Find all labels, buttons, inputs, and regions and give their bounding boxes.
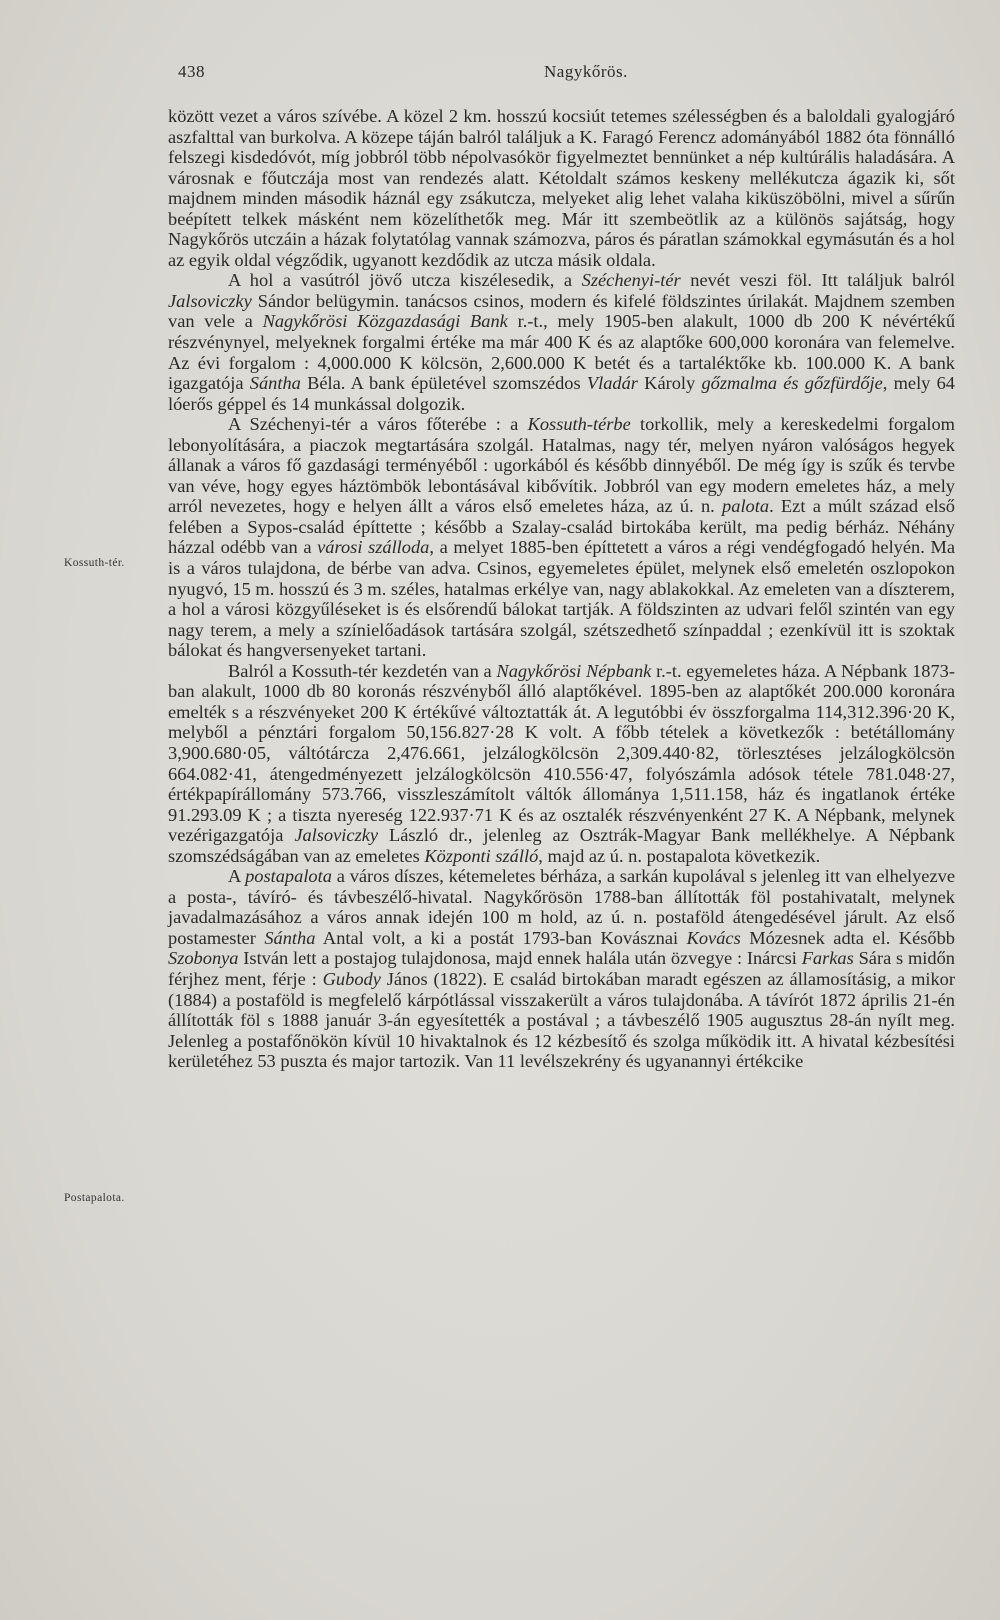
text-run: Béla. A bank épületével szomszédos bbox=[300, 373, 587, 394]
paragraph-1 bbox=[168, 106, 955, 270]
text-run: nevét veszi föl. Itt találjuk balról bbox=[680, 270, 955, 291]
italic-term: Kovács bbox=[686, 927, 741, 948]
text-run: . Ezt a múlt század első felében a Sypos-család építtette ; később a Szalay-család birtokába került, ma pedig bérház. Néhány házzal odébb van a bbox=[168, 496, 955, 558]
page-number: 438 bbox=[178, 62, 205, 81]
italic-term: Jalsoviczky bbox=[168, 290, 252, 311]
text-run: Sára s midőn férjhez ment, férje : bbox=[168, 948, 955, 989]
text-run: Sándor belügymin. tanácsos csinos, modern és kifelé földszintes úrilakát. Majdnem szemben van vele a bbox=[168, 290, 955, 332]
text-run: , mely 64 lóerős géppel és 14 munkással dolgozik. bbox=[168, 373, 955, 414]
italic-term: postapalota bbox=[245, 866, 332, 887]
margin-note-kossuth-ter: Kossuth-tér. bbox=[64, 557, 125, 569]
text-run: László dr., jelenleg az Osztrák-Magyar Bank mellékhelye. A Népbank szomszédságában van az emeletes bbox=[168, 825, 955, 866]
italic-term: Nagykőrösi Népbank bbox=[496, 660, 652, 681]
italic-term: Gubody bbox=[322, 968, 381, 989]
paragraph-3 bbox=[168, 414, 955, 661]
margin-note-postapalota: Postapalota. bbox=[64, 1192, 125, 1204]
italic-term: gőzmalma és gőzfürdője bbox=[701, 373, 883, 394]
text-run: Balról a Kossuth-tér kezdetén van a bbox=[228, 660, 497, 681]
paragraph-2 bbox=[168, 270, 955, 414]
text-run: István lett a postajog tulajdonosa, majd ennek halála után özvegye : Inárcsi bbox=[238, 948, 802, 969]
text-run: János (1822). E család birtokában maradt egészen az államosításig, a mikor (1884) a postaföld is megfelelő kárpótlással visszakerült a város tulajdonába. A távírót 1872 április 21-én állították föl s 1888 január 3-án egyesítették a postával ; a távbeszélő 1905 augusztus 28-án nyílt meg. Jelenleg a postafőnökön kívül 10 hivaktalnok és 12 kézbesítő és szolga működik itt. A hivatal kézbesítési kerületéhez 53 puszta és major tartozik. Van 11 levélszekrény és ugyanannyi értékcike bbox=[168, 968, 955, 1072]
italic-term: Széchenyi-tér bbox=[581, 270, 681, 291]
italic-term: Vladár bbox=[586, 373, 638, 394]
text-run: a város díszes, kétemeletes bérháza, a sarkán kupolával s jelenleg itt van elhelyezve a posta-, távíró- és távbeszélő-hivatal. Nagykőrösön 1788-ban állították föl postahivatalt, melynek javadalmazásához a város annak idején 100 m hold, az ú. n. postaföld átengedésével járult. Az első postamester bbox=[168, 866, 955, 948]
italic-term: palota bbox=[722, 496, 770, 517]
text-run: , majd az ú. n. postapalota következik. bbox=[538, 845, 821, 866]
italic-term: Farkas bbox=[801, 948, 854, 969]
italic-term: Központi szálló bbox=[424, 845, 539, 866]
text-run: A Széchenyi-tér a város főterébe : a bbox=[228, 414, 528, 435]
italic-term: városi szálloda bbox=[317, 537, 430, 558]
body-text bbox=[168, 106, 955, 1072]
page-header bbox=[178, 62, 954, 90]
text-run: Mózesnek adta el. Később bbox=[740, 927, 955, 948]
text-run: r.-t. egyemeletes háza. A Népbank 1873-ban alakult, 1000 db 80 koronás részvényből álló alaptőkével. 1895-ben az alaptőkét 200.000 koronára emelték s a részvényeket 200 K értékűvé változtatták át. A legutóbbi év összforgalma 114,312.396·20 K, melyből a pénztári forgalom 50,156.827·28 K volt. A főbb tételek a következők : betétállomány 3,900.680·05, váltótárcza 2,476.661, jelzálogkölcsön 2,309.440·82, törlesztéses jelzálogkölcsön 664.082·41, átengedményezett jelzálogkölcsön 410.556·47, folyószámla adósok tétele 781.048·27, értékpapírállomány 573.766, visszleszámítolt váltók állománya 1,511.158, ház és ingatlanok értéke 91.293.09 K ; a tiszta nyereség 122.937·71 K és az osztalék részvényenként 27 K. A Népbank, melynek vezérigazgatója bbox=[168, 660, 955, 846]
italic-term: Kossuth-térbe bbox=[527, 414, 631, 435]
italic-term: Sántha bbox=[249, 373, 301, 394]
paragraph-4 bbox=[168, 661, 955, 866]
italic-term: Jalsoviczky bbox=[294, 825, 379, 846]
italic-term: Szobonya bbox=[168, 948, 239, 969]
paragraph-5 bbox=[168, 866, 955, 1071]
text-run: A bbox=[228, 866, 246, 887]
text-run: Károly bbox=[637, 373, 702, 394]
text-run: torkollik, mely a kereskedelmi forgalom lebonyolítására, a piaczok megtartására szolgál. Hatalmas, nagy tér, melyen nyáron valóságos hegyek állanak a város fő gazdasági terményéből : ugorkából és később dinnyéből. De még így is szűk és tervbe van véve, hogy egyes háztömbök lebontásával kibővítik. Jobbról van egy modern emeletes ház, a mely arról nevezetes, hogy e helyen állt a város első emeletes háza, az ú. n. bbox=[168, 414, 955, 517]
running-title: Nagykőrös. bbox=[544, 62, 628, 81]
italic-term: Sántha bbox=[264, 927, 316, 948]
text-run: A hol a vasútról jövő utcza kiszélesedik, a bbox=[228, 270, 582, 291]
text-run: Antal volt, a ki a postát 1793-ban Kovásznai bbox=[315, 927, 687, 948]
text-run: , a melyet 1885-ben építtetett a város a régi vendégfogadó helyén. Ma is a város tulajdona, de bérbe van adva. Csinos, egyemeletes épület, melynek első emeletén oszlopokon nyugvó, 15 m. hosszú és 3 m. széles, hatalmas erkélye van, nagy ablakokkal. Az emeleten van a díszterem, a hol a városi közgyűléseket is és elsőrendű bálokat tartják. A földszinten az udvari felől szintén van egy nagy terem, a mely a színielőadások tartására szolgál, szétszedhető színpaddal ; ezenkívül itt is szoktak bálokat és hangversenyeket tartani. bbox=[168, 537, 955, 661]
italic-term: Nagykőrösi Közgazdasági Bank bbox=[262, 311, 508, 332]
text-run: r.-t., mely 1905-ben alakult, 1000 db 200 K névértékű részvénynyel, melyeknek forgalmi értéke ma már 400 K és az alaptőke 600,000 koronára van felemelve. Az évi forgalom : 4,000.000 K kölcsön, 2,600.000 K betét és a tartaléktőke kb. 100.000 K. A bank igazgatója bbox=[168, 311, 956, 394]
text-run: között vezet a város szívébe. A közel 2 km. hosszú kocsiút tetemes szélességben és a baloldali gyalogjáró aszfalttal van burkolva. A közepe táján balról találjuk a K. Faragó Ferencz adományából 1882 óta fönnálló felszegi kisdedóvót, míg jobbról több népolvasókör figyelmeztet bennünket a nép kultúrális haladására. A városnak e főutczája most van rendezés alatt. Kétoldalt számos keskeny mellékutcza ágazik ki, sőt majdnem minden második háznál egy zsákutcza, melyeket alig lehet valaha kiküszöbölni, mivel a sűrűn beépített telkek másként nem közelíthetők meg. Már itt szembeötlik az a különös sajátság, hogy Nagykőrös utczáin a házak folytatólag vannak számozva, páros és páratlan számokkal egymásután és a hol az egyik oldal végződik, ugyanott kezdődik az utcza másik oldala. bbox=[168, 106, 955, 270]
